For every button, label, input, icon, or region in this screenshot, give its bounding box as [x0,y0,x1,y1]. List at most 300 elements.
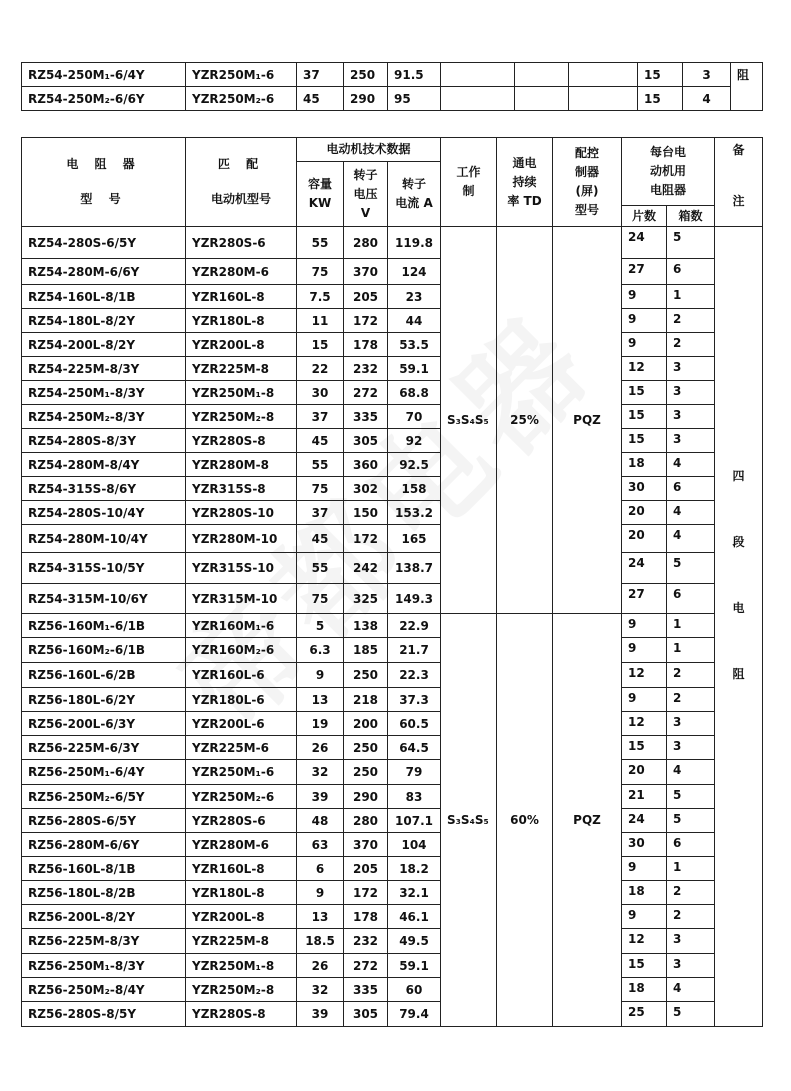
current-cell: 138.7 [388,553,441,584]
resistor-model-cell: RZ54-315S-8/6Y [22,477,186,501]
resistor-model-cell: RZ54-280S-10/4Y [22,501,186,525]
voltage-cell: 242 [344,553,388,584]
pieces-cell: 9 [622,688,667,712]
resistor-model-cell: RZ54-250M₂-6/6Y [22,87,186,111]
motor-model-cell: YZR160L-8 [186,857,297,881]
header-per-motor [622,138,715,206]
voltage-cell: 172 [344,309,388,333]
current-cell: 119.8 [388,227,441,259]
duty-cell: S₃S₄S₅ [441,614,497,1027]
kw-cell: 6.3 [297,638,344,663]
resistor-model-cell: RZ54-280S-6/5Y [22,227,186,259]
header-kw [297,162,344,227]
boxes-cell: 6 [667,259,715,285]
motor-model-cell: YZR160L-8 [186,285,297,309]
current-cell: 91.5 [388,63,441,87]
header-ctrl-l3: (屏) [575,184,599,198]
current-cell: 104 [388,833,441,857]
voltage-cell: 178 [344,333,388,357]
pieces-cell: 30 [622,833,667,857]
current-cell: 22.3 [388,663,441,688]
header-resistor-model [22,138,186,227]
remark-char: 段 [732,535,745,549]
resistor-model-cell: RZ56-180L-6/2Y [22,688,186,712]
resistor-model-cell: RZ56-160M₂-6/1B [22,638,186,663]
motor-model-cell: YZR200L-8 [186,905,297,929]
table-row [22,453,763,477]
table-row [22,584,763,614]
remark-char: 电 [732,601,745,615]
boxes-cell: 2 [667,881,715,905]
resistor-model-cell: RZ56-200L-8/2Y [22,905,186,929]
pieces-cell: 24 [622,553,667,584]
boxes-cell: 3 [667,929,715,954]
remark-cell: 阻 [731,63,763,111]
current-cell: 53.5 [388,333,441,357]
voltage-cell: 205 [344,285,388,309]
pieces-cell: 12 [622,929,667,954]
kw-cell: 55 [297,553,344,584]
resistor-model-cell: RZ54-160L-8/1B [22,285,186,309]
header-match-l2: 电动机型号 [210,192,271,206]
kw-cell: 75 [297,259,344,285]
boxes-cell: 1 [667,614,715,638]
duty-cell [441,87,515,111]
kw-cell: 37 [297,405,344,429]
pieces-cell: 24 [622,809,667,833]
resistor-model-cell: RZ54-200L-8/2Y [22,333,186,357]
boxes-cell: 5 [667,785,715,809]
pieces-cell: 9 [622,309,667,333]
resistor-model-cell: RZ56-160M₁-6/1B [22,614,186,638]
kw-cell: 19 [297,712,344,736]
resistor-model-cell: RZ56-160L-6/2B [22,663,186,688]
motor-model-cell: YZR180L-8 [186,881,297,905]
table-row [22,381,763,405]
boxes-cell: 3 [667,429,715,453]
header-note-l1: 备 [732,143,745,157]
header-duty-l1: 工作 [456,165,481,179]
table-row [22,333,763,357]
resistor-model-cell: RZ54-250M₂-8/3Y [22,405,186,429]
pieces-cell: 12 [622,357,667,381]
table-row [22,857,763,881]
boxes-cell: 3 [667,954,715,978]
boxes-cell: 4 [667,453,715,477]
voltage-cell: 232 [344,357,388,381]
current-cell: 107.1 [388,809,441,833]
current-cell: 79 [388,760,441,785]
voltage-cell: 360 [344,453,388,477]
header-td-l1: 通电 [512,155,537,170]
header-td-l2: 持续 [512,174,537,189]
current-cell: 64.5 [388,736,441,760]
current-cell: 23 [388,285,441,309]
kw-cell: 13 [297,688,344,712]
voltage-cell: 370 [344,259,388,285]
pieces-cell: 25 [622,1002,667,1027]
pieces-cell: 18 [622,881,667,905]
header-voltage [344,162,388,227]
motor-model-cell: YZR250M₂-8 [186,978,297,1002]
current-cell: 22.9 [388,614,441,638]
kw-cell: 75 [297,584,344,614]
current-cell: 92 [388,429,441,453]
pieces-cell: 27 [622,584,667,614]
pieces-cell: 9 [622,638,667,663]
motor-model-cell: YZR160M₁-6 [186,614,297,638]
boxes-cell: 5 [667,227,715,259]
current-cell: 153.2 [388,501,441,525]
table-row [22,833,763,857]
header-resistor-l2: 型 号 [80,192,127,206]
kw-cell: 32 [297,760,344,785]
voltage-cell: 172 [344,525,388,553]
table-row [22,954,763,978]
motor-model-cell: YZR225M-8 [186,929,297,954]
current-cell: 32.1 [388,881,441,905]
header-kw-l1: 容量 [307,177,332,191]
kw-cell: 45 [297,525,344,553]
remark-char: 阻 [732,667,745,681]
pieces-cell: 9 [622,857,667,881]
boxes-cell: 2 [667,333,715,357]
resistor-model-cell: RZ56-280M-6/6Y [22,833,186,857]
header-v-l2: 电压 [353,186,378,201]
boxes-cell: 3 [667,357,715,381]
table-row [22,736,763,760]
pieces-cell: 18 [622,978,667,1002]
current-cell: 149.3 [388,584,441,614]
motor-model-cell: YZR250M₁-6 [186,760,297,785]
pieces-cell: 12 [622,712,667,736]
pieces-cell: 15 [622,954,667,978]
table-row [22,525,763,553]
resistor-model-cell: RZ56-180L-8/2B [22,881,186,905]
controller-cell [569,87,638,111]
kw-cell: 75 [297,477,344,501]
pieces-cell: 24 [622,227,667,259]
current-cell: 59.1 [388,357,441,381]
pieces-cell: 15 [622,405,667,429]
voltage-cell: 172 [344,881,388,905]
boxes-cell: 6 [667,477,715,501]
table-row [22,688,763,712]
table-row [22,1002,763,1027]
motor-model-cell: YZR315S-8 [186,477,297,501]
header-per-l3: 电阻器 [650,183,687,197]
motor-model-cell: YZR280S-6 [186,809,297,833]
motor-model-cell: YZR180L-6 [186,688,297,712]
pieces-cell: 15 [622,429,667,453]
header-per-l1: 每台电 [650,145,687,159]
current-cell: 59.1 [388,954,441,978]
resistor-model-cell: RZ54-315M-10/6Y [22,584,186,614]
current-cell: 37.3 [388,688,441,712]
voltage-cell: 305 [344,1002,388,1027]
header-ctrl-l2: 制器 [575,165,600,179]
main-table-body [22,227,763,1027]
header-td-l3: 率 TD [507,193,542,208]
current-cell: 44 [388,309,441,333]
voltage-cell: 290 [344,785,388,809]
kw-cell: 9 [297,663,344,688]
pieces-cell: 15 [622,381,667,405]
pieces-cell: 9 [622,333,667,357]
kw-cell: 26 [297,954,344,978]
resistor-model-cell: RZ54-225M-8/3Y [22,357,186,381]
resistor-model-cell: RZ56-280S-8/5Y [22,1002,186,1027]
resistor-model-cell: RZ54-250M₁-8/3Y [22,381,186,405]
boxes-cell: 1 [667,638,715,663]
current-cell: 124 [388,259,441,285]
resistor-model-cell: RZ56-280S-6/5Y [22,809,186,833]
motor-model-cell: YZR280S-10 [186,501,297,525]
header-match-l1: 匹 配 [217,157,265,171]
header-per-l2: 动机用 [650,164,687,178]
boxes-cell: 3 [667,736,715,760]
motor-model-cell: YZR280M-8 [186,453,297,477]
controller-cell: PQZ [553,614,622,1027]
current-cell: 83 [388,785,441,809]
current-cell: 95 [388,87,441,111]
boxes-cell: 2 [667,663,715,688]
resistor-model-cell: RZ56-250M₂-8/4Y [22,978,186,1002]
header-controller [553,138,622,227]
boxes-cell: 2 [667,309,715,333]
current-cell: 165 [388,525,441,553]
current-cell: 49.5 [388,929,441,954]
motor-model-cell: YZR280S-8 [186,1002,297,1027]
table-row [22,663,763,688]
header-tech-data: 电动机技术数据 [297,138,441,162]
header-td [497,138,553,227]
controller-cell: PQZ [553,227,622,614]
top-continuation-table [21,62,763,111]
table-row [22,929,763,954]
motor-model-cell: YZR250M₁-8 [186,381,297,405]
pieces-cell: 9 [622,285,667,309]
table-row [22,809,763,833]
voltage-cell: 178 [344,905,388,929]
resistor-model-cell: RZ54-180L-8/2Y [22,309,186,333]
motor-model-cell: YZR200L-8 [186,333,297,357]
kw-cell: 55 [297,227,344,259]
pieces-cell: 18 [622,453,667,477]
header-v-l3: V [360,205,371,220]
boxes-cell: 1 [667,857,715,881]
motor-model-cell: YZR180L-8 [186,309,297,333]
kw-cell: 37 [297,63,344,87]
motor-model-cell: YZR250M₂-6 [186,785,297,809]
table-row [22,905,763,929]
boxes-cell: 4 [667,501,715,525]
motor-model-cell: YZR225M-6 [186,736,297,760]
td-cell: 25% [497,227,553,614]
voltage-cell: 290 [344,87,388,111]
boxes-cell: 3 [667,405,715,429]
remark-text [715,227,762,731]
pieces-cell: 20 [622,501,667,525]
boxes-cell: 4 [667,760,715,785]
resistor-model-cell: RZ54-315S-10/5Y [22,553,186,584]
kw-cell: 63 [297,833,344,857]
duty-cell [441,63,515,87]
voltage-cell: 205 [344,857,388,881]
header-resistor-l1: 电 阻 器 [66,157,141,171]
kw-cell: 55 [297,453,344,477]
table-row [22,87,763,111]
kw-cell: 45 [297,429,344,453]
pieces-cell: 21 [622,785,667,809]
table-row [22,259,763,285]
resistor-model-cell: RZ54-280M-10/4Y [22,525,186,553]
pieces-cell: 30 [622,477,667,501]
pieces-cell: 20 [622,525,667,553]
kw-cell: 6 [297,857,344,881]
kw-cell: 22 [297,357,344,381]
table-row [22,63,763,87]
boxes-cell: 5 [667,809,715,833]
controller-cell [569,63,638,87]
voltage-cell: 272 [344,954,388,978]
kw-cell: 5 [297,614,344,638]
motor-model-cell: YZR280M-6 [186,833,297,857]
boxes-cell: 6 [667,584,715,614]
duty-cell: S₃S₄S₅ [441,227,497,614]
boxes-cell: 5 [667,553,715,584]
boxes-cell: 4 [683,87,731,111]
table-row [22,285,763,309]
resistor-model-cell: RZ56-250M₁-8/3Y [22,954,186,978]
header-note-l2: 注 [732,194,745,208]
boxes-cell: 1 [667,285,715,309]
header-v-l1: 转子 [353,167,378,182]
kw-cell: 9 [297,881,344,905]
table-row [22,638,763,663]
header-duty [441,138,497,227]
voltage-cell: 250 [344,760,388,785]
motor-model-cell: YZR250M₂-8 [186,405,297,429]
current-cell: 60.5 [388,712,441,736]
boxes-cell: 4 [667,525,715,553]
motor-model-cell: YZR250M₁-6 [186,63,297,87]
motor-model-cell: YZR250M₁-8 [186,954,297,978]
resistor-model-cell: RZ54-280M-6/6Y [22,259,186,285]
table-row [22,978,763,1002]
current-cell: 158 [388,477,441,501]
header-current [388,162,441,227]
header-a-l2: 电流 A [395,196,433,210]
motor-model-cell: YZR225M-8 [186,357,297,381]
voltage-cell: 305 [344,429,388,453]
motor-model-cell: YZR160M₂-6 [186,638,297,663]
header-duty-l2: 制 [462,184,475,198]
motor-model-cell: YZR250M₂-6 [186,87,297,111]
voltage-cell: 280 [344,809,388,833]
top-table-body [22,63,763,111]
resistor-model-cell: RZ56-250M₂-6/5Y [22,785,186,809]
pieces-cell: 15 [638,87,683,111]
voltage-cell: 200 [344,712,388,736]
voltage-cell: 218 [344,688,388,712]
table-row [22,405,763,429]
voltage-cell: 185 [344,638,388,663]
voltage-cell: 250 [344,736,388,760]
kw-cell: 45 [297,87,344,111]
current-cell: 18.2 [388,857,441,881]
header-kw-l2: KW [308,196,332,210]
voltage-cell: 370 [344,833,388,857]
motor-model-cell: YZR200L-6 [186,712,297,736]
resistor-model-cell: RZ56-225M-6/3Y [22,736,186,760]
kw-cell: 18.5 [297,929,344,954]
kw-cell: 30 [297,381,344,405]
voltage-cell: 150 [344,501,388,525]
header-boxes: 箱数 [667,206,715,227]
table-row [22,712,763,736]
table-row [22,227,763,259]
motor-model-cell: YZR280S-6 [186,227,297,259]
remark-cell [715,227,763,1027]
current-cell: 60 [388,978,441,1002]
table-row [22,760,763,785]
header-ctrl-l4: 型号 [575,203,600,217]
voltage-cell: 232 [344,929,388,954]
boxes-cell: 2 [667,905,715,929]
current-cell: 68.8 [388,381,441,405]
voltage-cell: 280 [344,227,388,259]
kw-cell: 37 [297,501,344,525]
pieces-cell: 9 [622,614,667,638]
pieces-cell: 12 [622,663,667,688]
table-row [22,785,763,809]
voltage-cell: 250 [344,63,388,87]
resistor-spec-table [21,137,763,1027]
boxes-cell: 4 [667,978,715,1002]
current-cell: 70 [388,405,441,429]
voltage-cell: 335 [344,405,388,429]
kw-cell: 13 [297,905,344,929]
table-row [22,357,763,381]
current-cell: 92.5 [388,453,441,477]
current-cell: 79.4 [388,1002,441,1027]
boxes-cell: 5 [667,1002,715,1027]
voltage-cell: 250 [344,663,388,688]
kw-cell: 7.5 [297,285,344,309]
kw-cell: 32 [297,978,344,1002]
motor-model-cell: YZR280S-8 [186,429,297,453]
pieces-cell: 15 [622,736,667,760]
motor-model-cell: YZR315M-10 [186,584,297,614]
table-row [22,614,763,638]
resistor-model-cell: RZ56-200L-6/3Y [22,712,186,736]
motor-model-cell: YZR280M-6 [186,259,297,285]
pieces-cell: 20 [622,760,667,785]
motor-model-cell: YZR315S-10 [186,553,297,584]
motor-model-cell: YZR280M-10 [186,525,297,553]
voltage-cell: 272 [344,381,388,405]
table-row [22,477,763,501]
kw-cell: 15 [297,333,344,357]
header-ctrl-l1: 配控 [575,146,600,160]
table-row [22,309,763,333]
td-cell [515,63,569,87]
kw-cell: 11 [297,309,344,333]
header-motor-model [186,138,297,227]
table-row [22,429,763,453]
current-cell: 21.7 [388,638,441,663]
